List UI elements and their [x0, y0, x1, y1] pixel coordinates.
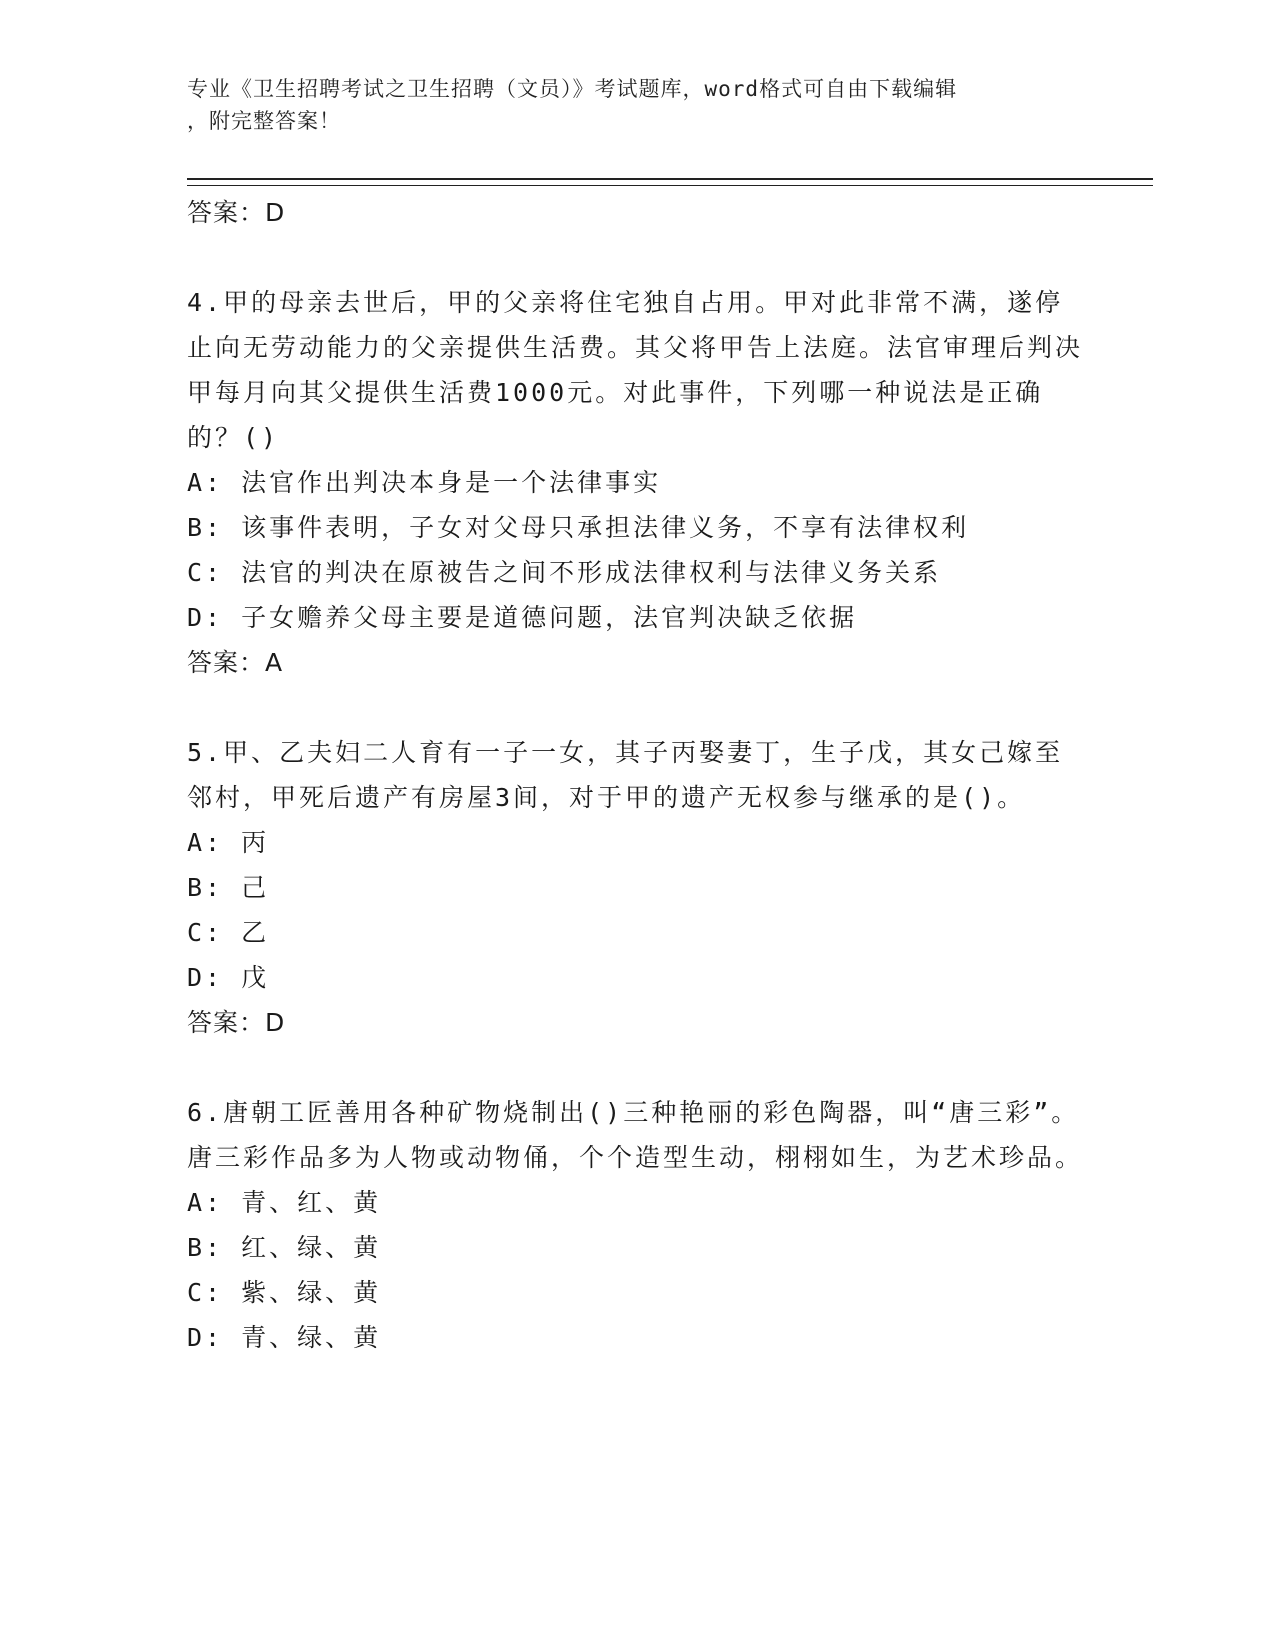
option-d [187, 1315, 1087, 1360]
question-text: 5.甲、乙夫妇二人育有一子一女，其子丙娶妻丁，生子戊，其女己嫁至邻村，甲死后遗产有房屋3间，对于甲的遗产无权参与继承的是()。 [187, 738, 1064, 812]
option-key: A: [187, 1188, 224, 1217]
option-b [187, 1225, 1087, 1270]
answer-line: 答案：A [187, 648, 284, 677]
header-title-line-2: ，附完整答案！ [187, 109, 341, 133]
question-text: 4.甲的母亲去世后，甲的父亲将住宅独自占用。甲对此非常不满，遂停止向无劳动能力的父亲提供生活费。其父将甲告上法庭。法官审理后判决甲每月向其父提供生活费1000元。对此事件，下列哪一种说法是正确的？() [187, 288, 1084, 452]
option-a [187, 460, 1087, 505]
option-text: 子女赡养父母主要是道德问题，法官判决缺乏依据 [241, 603, 858, 632]
option-text: 戊 [241, 963, 270, 992]
option-text: 紫、绿、黄 [241, 1278, 382, 1307]
option-text: 己 [241, 873, 270, 902]
option-key: D: [187, 963, 224, 992]
option-text: 法官的判决在原被告之间不形成法律权利与法律义务关系 [241, 558, 942, 587]
option-key: D: [187, 1323, 224, 1352]
header-divider [187, 178, 1153, 186]
option-key: A: [187, 828, 224, 857]
option-key: C: [187, 918, 224, 947]
spacer [187, 235, 1087, 280]
question-list [187, 190, 1087, 1360]
option-text: 法官作出判决本身是一个法律事实 [241, 468, 662, 497]
option-key: A: [187, 468, 224, 497]
option-c [187, 550, 1087, 595]
option-d [187, 955, 1087, 1000]
header-title-line-1: 专业《卫生招聘考试之卫生招聘（文员）》考试题库，word格式可自由下载编辑 [187, 77, 958, 101]
question-block [187, 730, 1087, 1090]
question-block [187, 280, 1087, 730]
option-text: 乙 [241, 918, 270, 947]
spacer [187, 1045, 1087, 1090]
option-key: B: [187, 513, 224, 542]
answer-line: 答案：D [187, 198, 286, 227]
option-text: 红、绿、黄 [241, 1233, 382, 1262]
option-text: 青、绿、黄 [241, 1323, 382, 1352]
option-c [187, 1270, 1087, 1315]
document-header [187, 73, 1067, 137]
option-a [187, 820, 1087, 865]
option-text: 青、红、黄 [241, 1188, 382, 1217]
option-b [187, 505, 1087, 550]
question-text: 6.唐朝工匠善用各种矿物烧制出()三种艳丽的彩色陶器，叫“唐三彩”。唐三彩作品多为人物或动物俑，个个造型生动，栩栩如生，为艺术珍品。 [187, 1098, 1084, 1172]
option-a [187, 1180, 1087, 1225]
option-key: B: [187, 873, 224, 902]
option-text: 丙 [241, 828, 270, 857]
option-b [187, 865, 1087, 910]
spacer [187, 685, 1087, 730]
option-key: D: [187, 603, 224, 632]
option-text: 该事件表明，子女对父母只承担法律义务，不享有法律权利 [241, 513, 970, 542]
question-block [187, 1090, 1087, 1360]
option-key: C: [187, 558, 224, 587]
answer-line: 答案：D [187, 1008, 286, 1037]
option-key: C: [187, 1278, 224, 1307]
option-d [187, 595, 1087, 640]
option-c [187, 910, 1087, 955]
option-key: B: [187, 1233, 224, 1262]
